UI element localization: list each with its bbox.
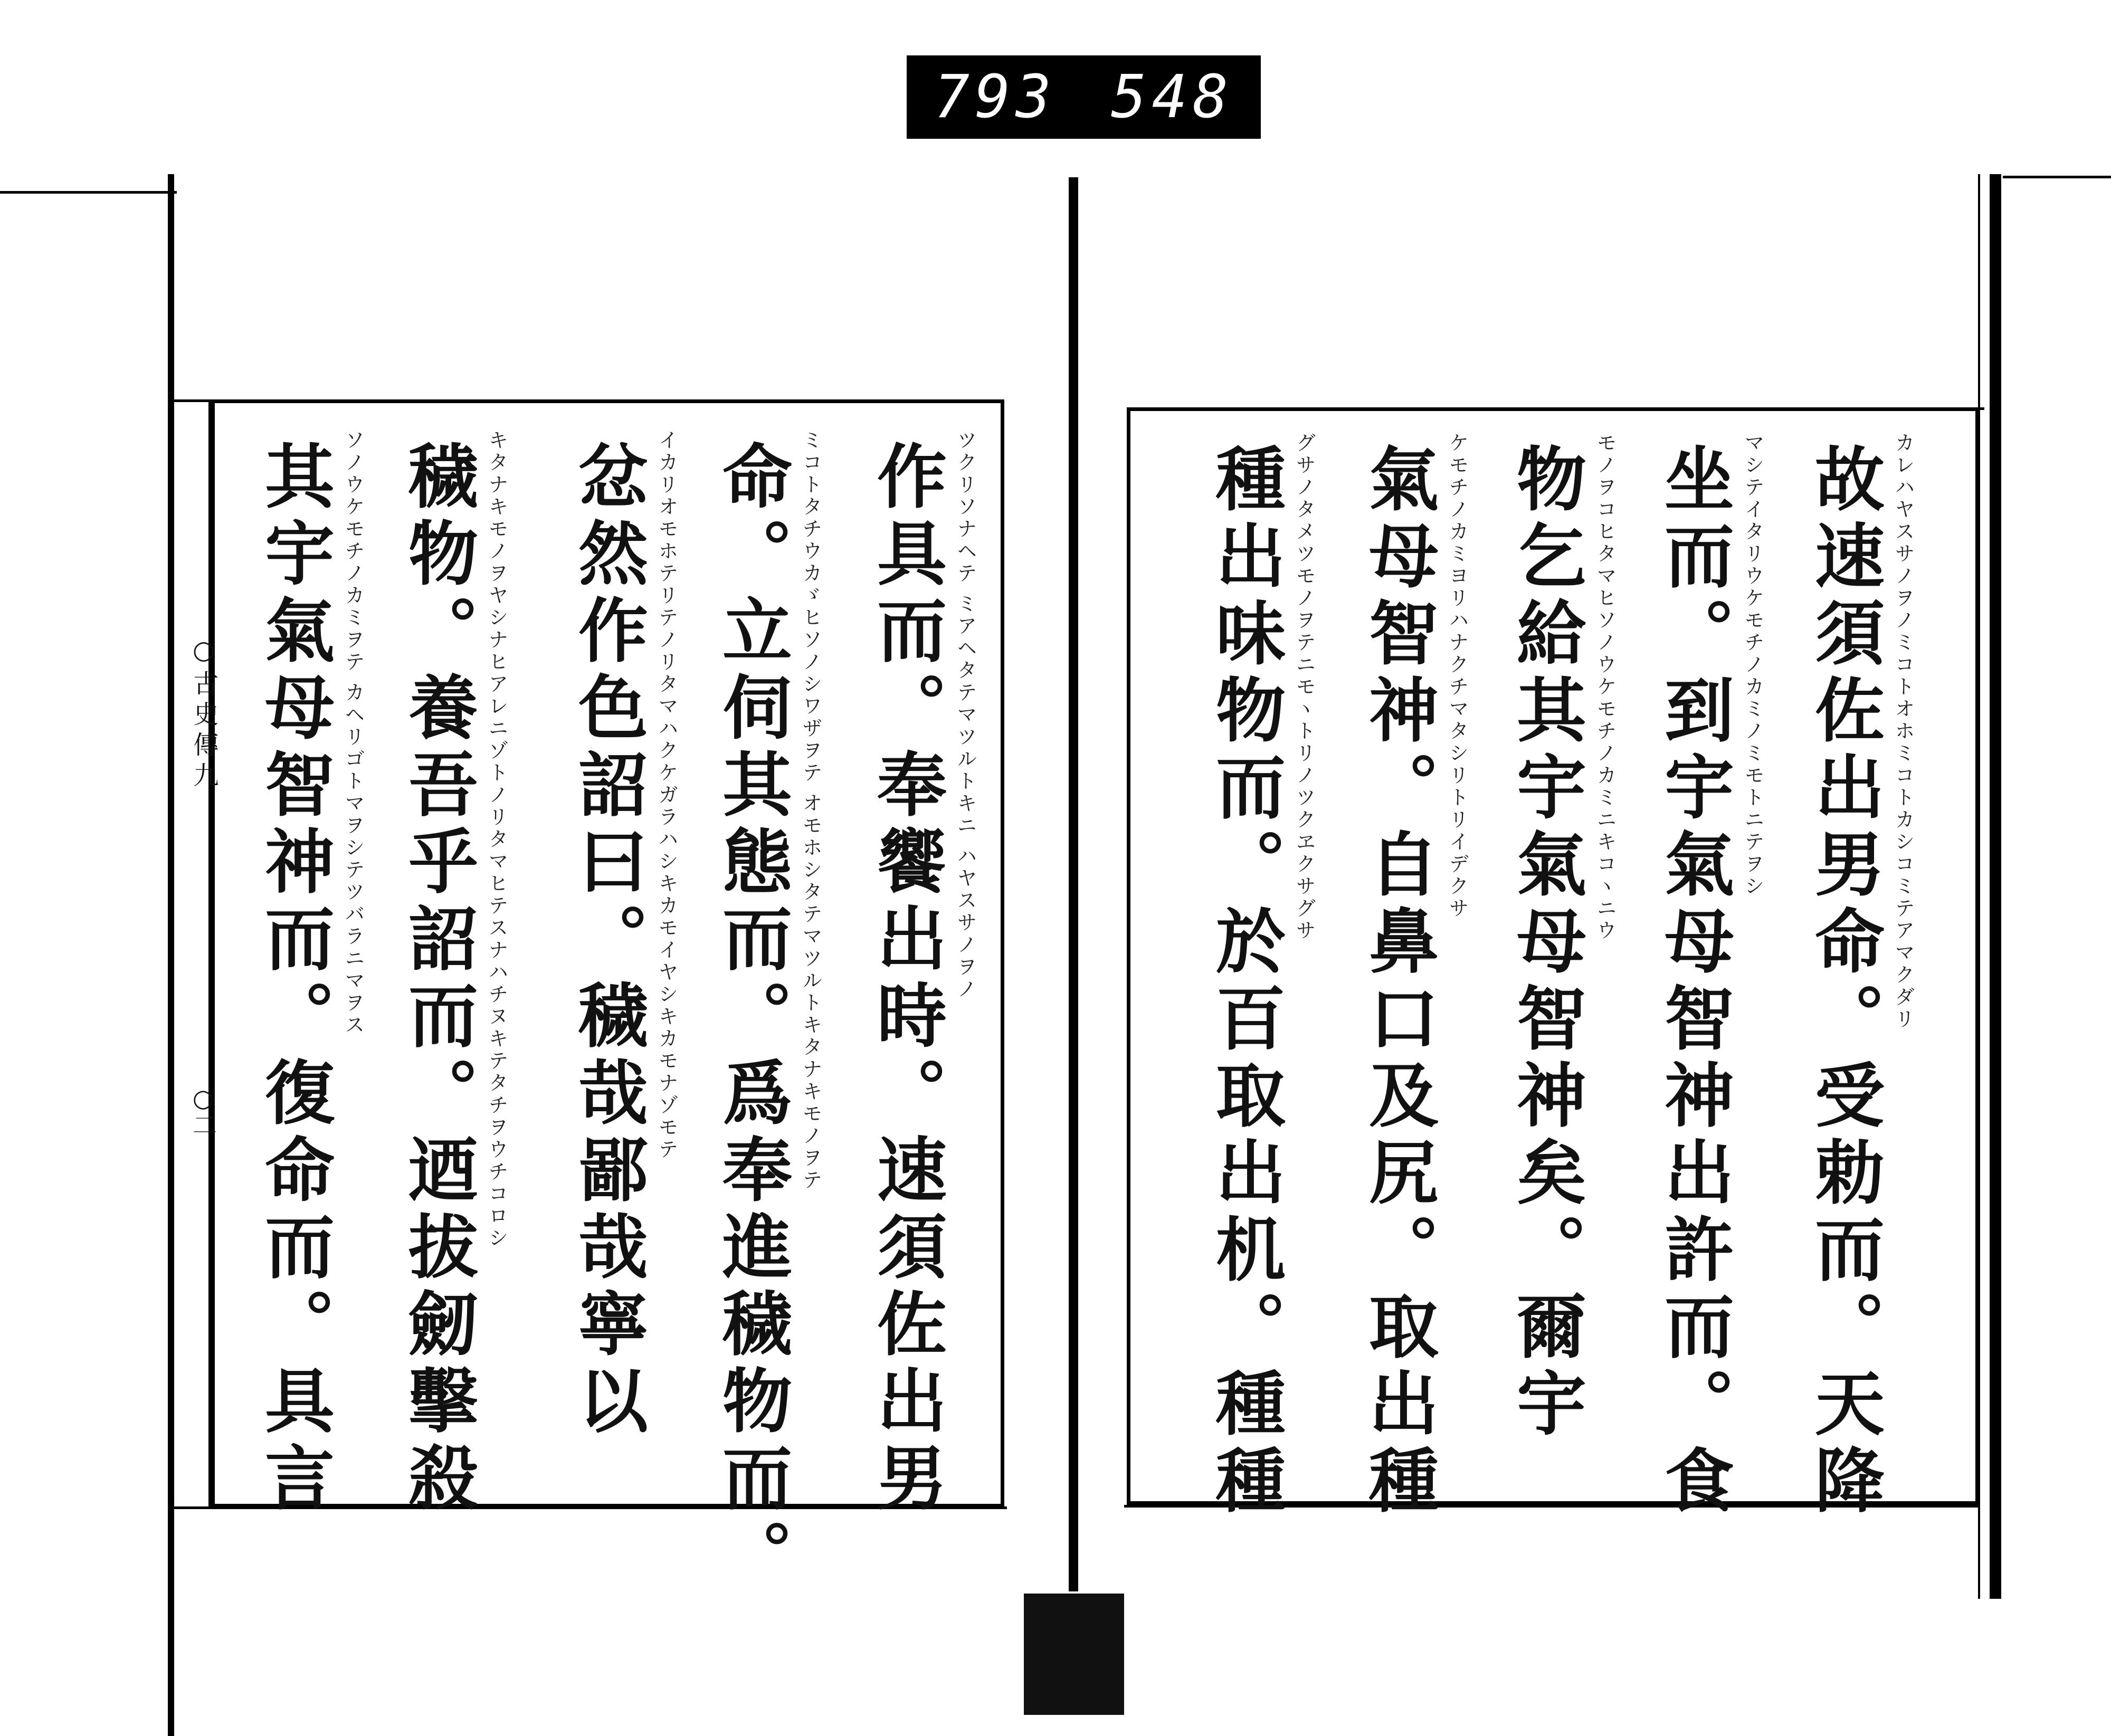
right-page-column-3: 物乞給其宇氣母智神矣。爾宇 (1505, 443, 1586, 1444)
center-binding-line (1069, 177, 1078, 1591)
right-page-column-1-ruby: カレハヤスサノヲノミコトオホミコトカシコミテアマクダリ (1891, 432, 1915, 1031)
right-page-column-2-ruby: マシテイタリウケモチノカミノミモトニテヲシ (1741, 432, 1764, 898)
right-page-frame (1127, 407, 1979, 1521)
left-page-column-1: 作具而。奉饗出時。速須佐出男 (865, 440, 946, 1519)
right-page-column-4-ruby: ケモチノカミヨリハナクチマタシリトリイデクサ (1446, 432, 1469, 920)
right-page-column-1: 故速須佐出男命。受勅而。天降 (1803, 443, 1884, 1521)
left-page-column-2: 命。立伺其態而。爲奉進穢物而。 (710, 440, 792, 1596)
catalog-number-right: 548 (1111, 63, 1234, 131)
right-page-column-4: 氣母智神。自鼻口及尻。取出種 (1357, 443, 1438, 1521)
right-page-column-2: 坐而。到宇氣母智神出許而。食 (1652, 443, 1734, 1521)
top-edge-rule-left (0, 191, 177, 194)
catalog-number-label (907, 55, 1261, 139)
binding-foot-block (1024, 1594, 1124, 1715)
left-page-column-5: 其宇氣母智神而。復命而。具言 (253, 440, 334, 1519)
left-sheet-outer-edge (168, 174, 174, 1736)
left-page-column-2-ruby: ミコトタチウカゞヒソノシワザヲテ オモホシタテマツルトキタナキモノヲテ (799, 430, 822, 1192)
top-edge-rule-right (2003, 176, 2111, 178)
left-page-column-4-ruby: キタナキモノヲヤシナヒアレニゾトノリタマヒテスナハチヌキテタチヲウチコロシ (485, 430, 508, 1249)
left-page-column-3-ruby: イカリオモホテリテノリタマハクケガラハシキカモイヤシキカモナゾモテ (655, 430, 678, 1161)
left-page-frame (189, 399, 1004, 1596)
right-page-column-3-ruby: モノヲコヒタマヒソノウケモチノカミニキコヽニウ (1593, 432, 1616, 942)
left-page-column-4: 穢物。養吾乎詔而。迺拔劒擊殺 (396, 440, 478, 1519)
right-page-column-5-ruby: グサノタメツモノヲテニモヽトリノツクヱクサグサ (1292, 432, 1316, 942)
catalog-number-left: 793 (934, 63, 1057, 131)
right-page-column-5: 種出味物而。於百取出机。種種 (1204, 443, 1285, 1521)
left-page-column-1-ruby: ツクリソナヘテ ミアヘタテマツルトキニ ハヤスサノヲノ (954, 430, 977, 1001)
left-page-column-3: 忿然作色詔曰。穢哉鄙哉寧以 (566, 440, 648, 1442)
left-margin-title: ○古史傳九 (189, 635, 218, 793)
left-margin-divider (212, 403, 215, 1504)
left-page-column-5-ruby: ソノウケモチノカミヲテ カヘリゴトマヲシテツバラニマヲス (341, 430, 365, 1037)
left-margin-page-number: ○二 (189, 1084, 217, 1137)
right-sheet-outer-edge (1990, 174, 2001, 1599)
